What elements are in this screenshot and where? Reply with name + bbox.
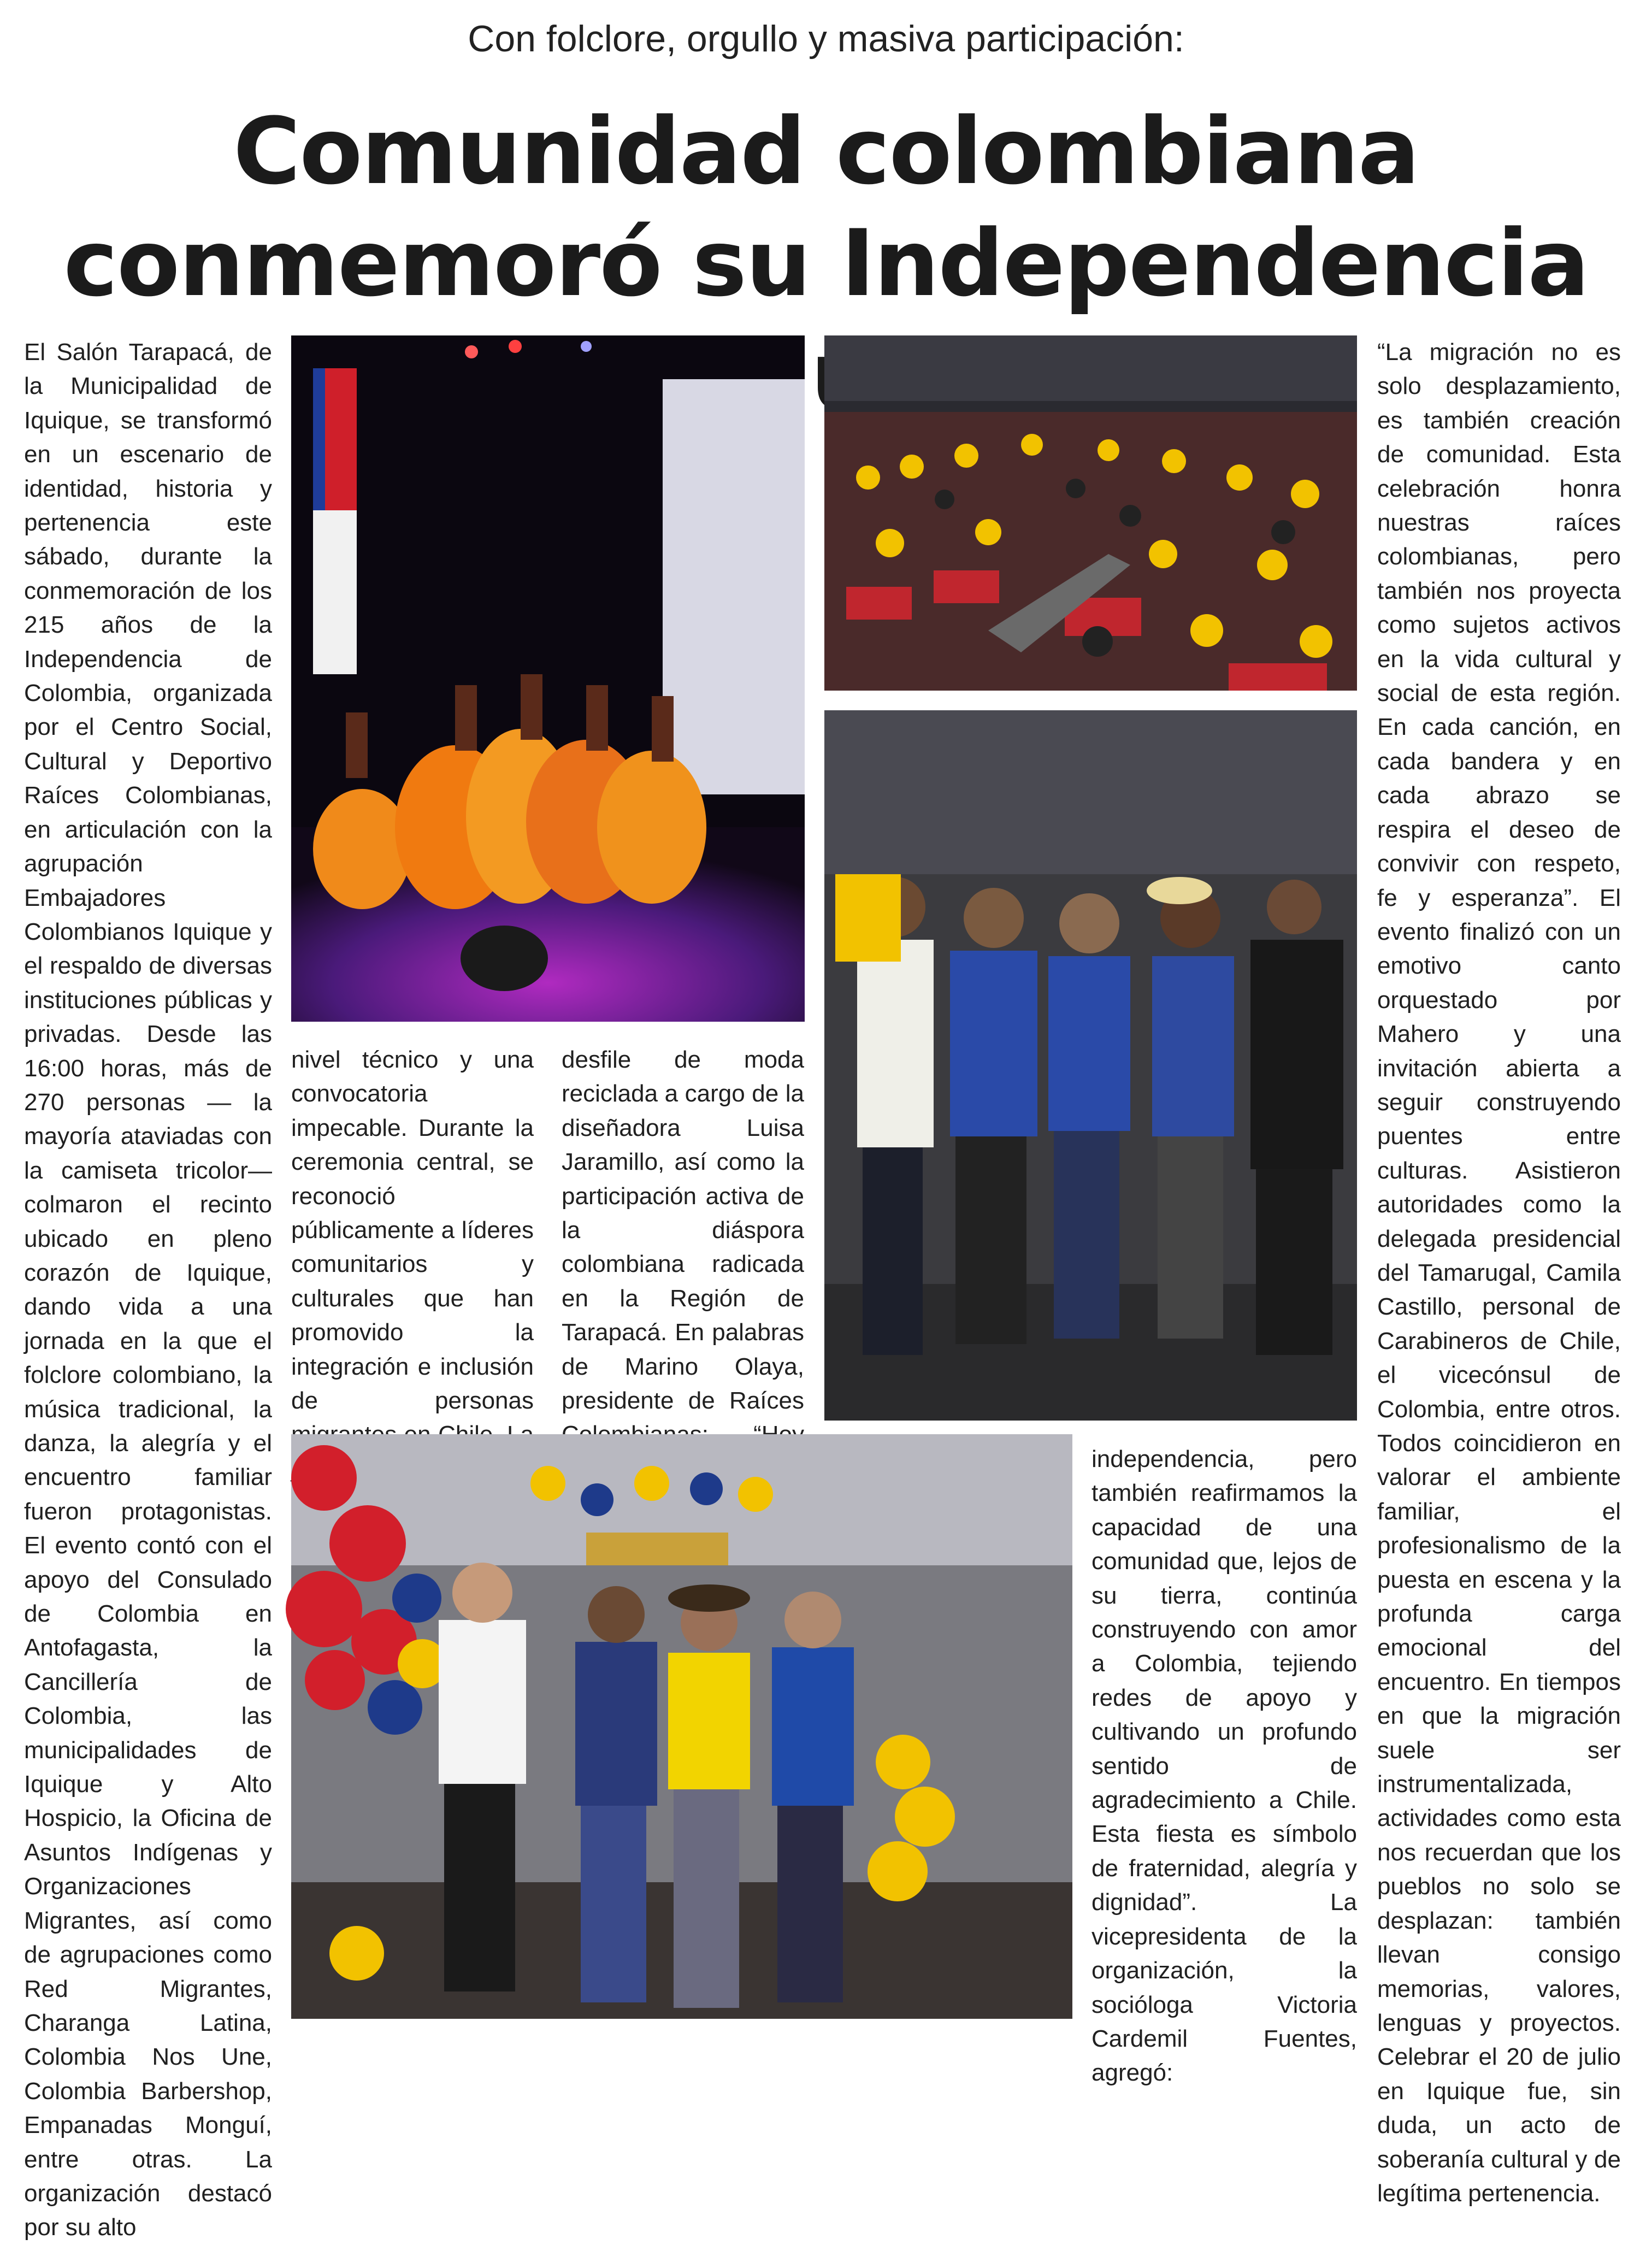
article-column-4: independencia, pero también reafirmamos la capacidad de una comunidad que, lejos de su tierra, continúa construyendo con amor a Colombia, tejiendo redes de apoyo y cultivando un profundo sentido de agradecimiento a Chile. Esta fiesta es símbolo de fraternidad, alegría y dignidad”. La vicepresidenta de la organización, la socióloga Victoria Cardemil Fuentes, agregó: [1092,1446,1357,2087]
kicker: Con folclore, orgullo y masiva participación: [468,18,1184,60]
photo-group-five [824,710,1357,1421]
article-column-2: nivel técnico y una convocatoria impecable. Durante la ceremonia central, se reconoció públicamente a líderes comunitarios y culturales que han promovido la integración e inclusión de personas [291,1046,534,1415]
headline: Comunidad colombiana conmemoró su Independencia [63,98,1589,317]
article-column-5: “La migración no es solo desplazamiento, es también creación de comunidad. Esta celebración honra nuestras raíces colombianas, pero también nos proyecta como sujetos activos en la vida cultural y social de esta región. En cada canción, en cada bandera y en cada abrazo se respira el deseo de convivir con respeto, fe y esperanza”. El evento finalizó con un emotivo canto orquestado por Mahero y una invitación abierta a seguir construyendo puentes entre culturas. Asistieron autoridades como la delegada presidencial del Tamarugal, Camila Castillo, personal de Carabineros de Chile, el vicecónsul de Colombia, entre otros. Todos coincidieron en valorar el ambiente familiar, el profesionalismo de la puesta en escena y la profunda carga emocional del encuentro. En tiempos en que la migración suele ser instrumentalizada, actividades como esta nos recuerdan que los pueblos no solo se desplazan: también llevan consigo memorias, valores, lenguas y proyectos. Celebrar el 20 de julio en Iquique fue, sin duda, un acto de soberanía cultural y de legítima pertenencia. [1377,339,1621,2207]
article-column-3: desfile de moda reciclada a cargo de la diseñadora Luisa Jaramillo, así como la participación activa de la diáspora colombiana radicada en la Región de Tarapacá. En palabras de Marino Olaya, presidente de Raíces [562,1046,804,1415]
photo-dancers-stage [291,335,805,1022]
photo-balloons-group [291,1434,1072,2019]
photo-audience [824,335,1357,691]
article-column-1: El Salón Tarapacá, de la Municipalidad de Iquique, se transformó en un escenario de identidad, historia y pertenencia este sábado, durante la conmemoración de los 215 años de la Independencia de Colombia, organizada por el Centro Social, Cultural y Deportivo Raíces Colombianas, en articulación con la agrupación Embajadores Colombianos Iquique y el respaldo de diversas instituciones públicas y privadas. Desde las 16:00 horas, más de 270 personas — la mayoría ataviadas con la camiseta tricolor— colmaron el recinto ubicado en pleno corazón de Iquique, dando vida a una jornada en la que el folclore colombiano, la música tradicional, la danza, la alegría y el encuentro familiar fueron protagonistas. El evento contó con el apoyo del Consulado de Colombia en Antofagasta, la Cancillería de Colombia, las municipalidades de Iquique y Alto Hospicio, la Oficina de Asuntos Indígenas y Organizaciones Migrantes, así como de agrupaciones como Red Migrantes, Charanga Latina, Colombia Nos Une, Colombia Barbershop, Empanadas Monguí, entre otras. La organización destacó por su alto [24,339,272,2241]
